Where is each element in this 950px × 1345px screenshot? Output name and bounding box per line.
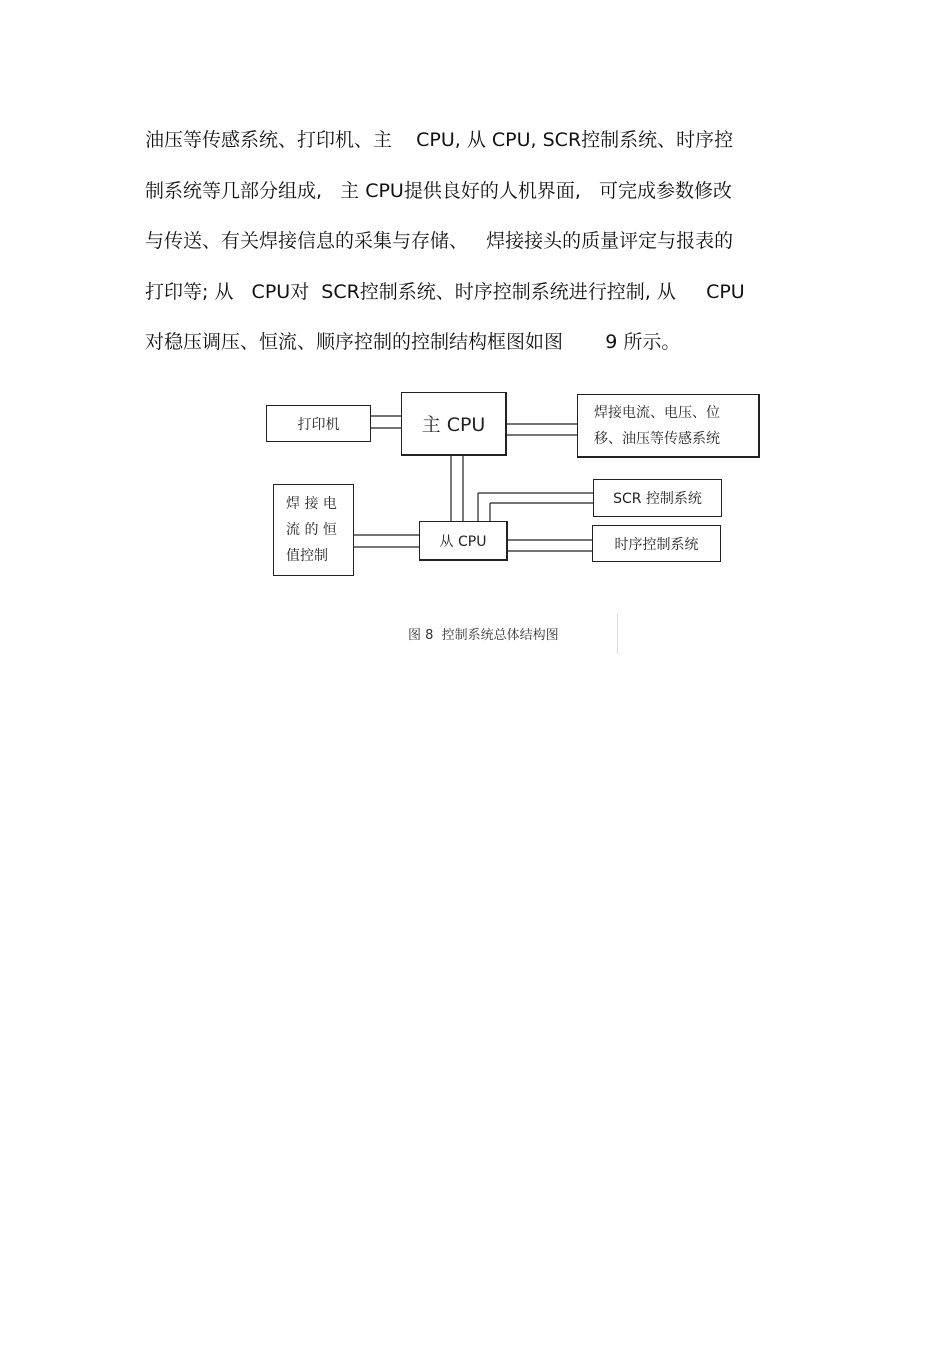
paragraph-line: 制系统等几部分组成, 主 CPU提供良好的人机界面, 可完成参数修改 [145,180,732,202]
sensor-label-line: 焊接电流、电压、位 [594,404,720,421]
printer-label: 打印机 [297,416,340,433]
sensor-label-line: 移、油压等传感系统 [594,430,720,447]
slave-cpu-box [419,521,508,561]
sensor-system-box [577,394,760,458]
paragraph-line: 打印等; 从 CPU对 SCR控制系统、时序控制系统进行控制, 从 CPU [145,281,745,303]
const-label-line: 流 的 恒 [286,522,337,538]
slave-cpu-label: 从 CPU [439,533,487,550]
paragraph-line: 对稳压调压、恒流、顺序控制的控制结构框图如图 9 所示。 [145,331,681,353]
printer-box [266,405,371,442]
divider [617,614,618,654]
paragraph-line: 油压等传感系统、打印机、主 CPU, 从 CPU, SCR控制系统、时序控 [145,129,734,151]
scr-control-label: SCR 控制系统 [613,491,702,507]
const-label-line: 焊 接 电 [286,496,337,512]
timing-control-label: 时序控制系统 [614,536,699,553]
paragraph-line: 与传送、有关焊接信息的采集与存储、 焊接接头的质量评定与报表的 [145,230,734,252]
scr-control-box [593,479,722,517]
const-label-line: 值控制 [286,548,328,564]
main-cpu-box [401,392,507,456]
constant-current-control-box [273,484,354,576]
main-cpu-label: 主 CPU [421,414,486,436]
timing-control-box [592,525,721,562]
figure-caption: 图 8 控制系统总体结构图 [408,628,559,643]
